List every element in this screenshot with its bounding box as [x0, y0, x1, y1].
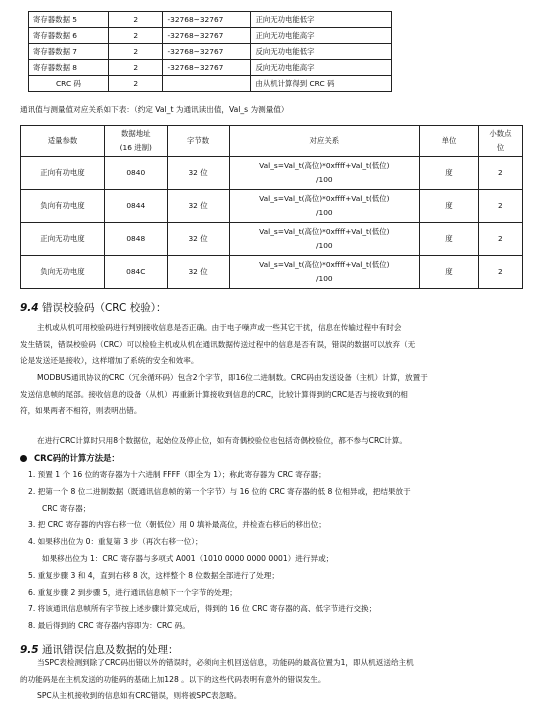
paragraph-line: 发送信息帧的尾部。接收信息的设备（从机）再重新计算接收到信息的CRC，比较计算得到的CRC是否与接收到的相 [20, 389, 408, 399]
step-item: 1. 预置 1 个 16 位的寄存器为十六进制 FFFF（即全为 1）；称此寄存器为 CRC 寄存器； [28, 470, 326, 479]
energy-row [21, 223, 523, 256]
crc-intro-paragraph [20, 320, 526, 370]
address-cell: 0844 [104, 190, 167, 223]
register-cell: 2 [108, 76, 163, 92]
step-item: 2. 把第一个 8 位二进制数据（既通讯信息帧的第一个字节）与 16 位的 CRC 寄存器的低 8 位相异或，把结果放于 [28, 486, 411, 496]
header-relation: 对应关系 [229, 126, 420, 157]
crc-bits-paragraph [20, 433, 526, 450]
param-cell: 正向有功电度 [21, 157, 105, 190]
crc-method-label: CRC码的计算方法是： [34, 453, 120, 463]
relation-cell [229, 190, 420, 223]
register-cell: 寄存器数据 8 [29, 60, 109, 76]
register-cell: -32768~32767 [163, 44, 251, 60]
table-caption: 通讯值与测量值对应关系如下表：（约定 Val_t 为通讯读出值，Val_s 为测量值） [20, 105, 289, 114]
bytes-cell: 32 位 [167, 190, 229, 223]
register-cell: 反向无功电能高字 [251, 60, 392, 76]
crc-modbus-paragraph [20, 370, 526, 420]
relation-cell [229, 223, 420, 256]
header-unit: 单位 [420, 126, 479, 157]
register-cell: 正向无功电能高字 [251, 28, 392, 44]
section-9-5-title: 通讯错误信息及数据的处理： [41, 644, 179, 656]
relation-divisor: /100 [316, 274, 333, 283]
register-cell: 2 [108, 60, 163, 76]
relation-formula: Val_s=Val_t(高位)*0xffff+Val_t(低位) [259, 161, 390, 170]
param-cell: 负向无功电度 [21, 256, 105, 289]
register-cell: -32768~32767 [163, 28, 251, 44]
paragraph-line: 论是发送还是接收），这样增加了系统的安全和效率。 [20, 356, 199, 366]
unit-cell: 度 [420, 223, 479, 256]
param-cell: 正向无功电度 [21, 223, 105, 256]
decimal-cell: 2 [478, 157, 522, 190]
unit-cell: 度 [420, 256, 479, 289]
register-cell: 寄存器数据 6 [29, 28, 109, 44]
step-item: 6. 重复步骤 2 到步骤 5，进行通讯信息帧下一个字节的处理； [28, 587, 237, 597]
energy-row [21, 190, 523, 223]
relation-divisor: /100 [316, 175, 333, 184]
unit-cell: 度 [420, 157, 479, 190]
step-item: 5. 重复步骤 3 和 4，直到右移 8 次，这样整个 8 位数据全部进行了处理； [28, 570, 279, 580]
crc-steps-list [28, 467, 528, 635]
energy-row [21, 157, 523, 190]
header-address [104, 126, 167, 157]
header-decimal [478, 126, 522, 157]
register-cell: 寄存器数据 5 [29, 12, 109, 28]
paragraph-line: 当SPC表检测到除了CRC码出错以外的错误时，必须向主机回送信息，功能码的最高位置为1，即从机返送给主机 [37, 658, 414, 667]
paragraph-line: MODBUS通讯协议的CRC（冗余循环码）包含2个字节，即16位二进制数。CRC码由发送设备（主机）计算，放置于 [37, 373, 428, 382]
relation-formula: Val_s=Val_t(高位)*0xffff+Val_t(低位) [259, 227, 390, 236]
register-row [29, 44, 392, 60]
step-item: CRC 寄存器； [42, 503, 91, 513]
decimal-cell: 2 [478, 223, 522, 256]
section-9-5-number: 9.5 [20, 644, 39, 656]
relation-divisor: /100 [316, 208, 333, 217]
step-item: 7. 将该通讯信息帧所有字节按上述步骤计算完成后，得到的 16 位 CRC 寄存器的高、低字节进行交换； [28, 604, 377, 614]
bytes-cell: 32 位 [167, 256, 229, 289]
register-row [29, 12, 392, 28]
decimal-cell: 2 [478, 190, 522, 223]
register-cell: 反向无功电能低字 [251, 44, 392, 60]
energy-table-header [21, 126, 523, 157]
register-row [29, 76, 392, 92]
energy-row [21, 256, 523, 289]
register-table [28, 11, 392, 92]
address-cell: 0848 [104, 223, 167, 256]
paragraph-line: 发生错误，错误校验码（CRC）可以检验主机或从机在通讯数据传送过程中的信息是否有误，错误的数据可以放弃（无 [20, 339, 416, 349]
bullet-dot-icon [20, 455, 27, 462]
relation-divisor: /100 [316, 241, 333, 250]
register-row [29, 28, 392, 44]
register-cell: 正向无功电能低字 [251, 12, 392, 28]
section-9-4-number: 9.4 [20, 302, 39, 314]
paragraph-line: 在进行CRC计算时只用8个数据位，起始位及停止位，如有奇偶校验位也包括奇偶校验位，都不参与CRC计算。 [37, 436, 407, 445]
section-9-4-title: 错误校验码（CRC 校验）： [41, 302, 167, 314]
register-cell: CRC 码 [29, 76, 109, 92]
register-cell: 寄存器数据 7 [29, 44, 109, 60]
register-cell: -32768~32767 [163, 60, 251, 76]
header-address-line1: 数据地址 [120, 129, 151, 138]
section-9-4-heading [20, 300, 166, 315]
relation-formula: Val_s=Val_t(高位)*0xffff+Val_t(低位) [259, 194, 390, 203]
bytes-cell: 32 位 [167, 223, 229, 256]
step-item: 8. 最后得到的 CRC 寄存器内容即为：CRC 码。 [28, 621, 190, 631]
register-cell: 2 [108, 12, 163, 28]
relation-formula: Val_s=Val_t(高位)*0xffff+Val_t(低位) [259, 260, 390, 269]
param-cell: 负向有功电度 [21, 190, 105, 223]
step-item: 如果移出位为 1：CRC 寄存器与多项式 A001（1010 0000 0000 0001）进行异或； [42, 553, 334, 563]
register-cell: 2 [108, 44, 163, 60]
address-cell: 0840 [104, 157, 167, 190]
relation-cell [229, 256, 420, 289]
register-cell: 2 [108, 28, 163, 44]
bytes-cell: 32 位 [167, 157, 229, 190]
header-decimal-line2: 位 [496, 143, 505, 152]
register-cell: 由从机计算得到 CRC 码 [251, 76, 392, 92]
header-address-line2: (16 进制) [119, 143, 152, 152]
paragraph-line: 符，如果两者不相符，则表明出错。 [20, 406, 142, 416]
step-item: 3. 把 CRC 寄存器的内容右移一位（朝低位）用 0 填补最高位，并检查右移后的移出位； [28, 520, 326, 530]
register-cell: -32768~32767 [163, 12, 251, 28]
energy-table [20, 125, 523, 289]
unit-cell: 度 [420, 190, 479, 223]
address-cell: 084C [104, 256, 167, 289]
paragraph-line: 的功能码是在主机发送的功能码的基础上加128 。以下的这些代码表明有意外的错误发生。 [20, 674, 326, 684]
relation-cell [229, 157, 420, 190]
header-bytes: 字节数 [167, 126, 229, 157]
paragraph-line: SPC从主机接收到的信息如有CRC错误，则将被SPC表忽略。 [37, 691, 242, 701]
register-row [29, 60, 392, 76]
register-cell [163, 76, 251, 92]
decimal-cell: 2 [478, 256, 522, 289]
paragraph-line: 主机或从机可用校验码进行判别接收信息是否正确。由于电子噪声或一些其它干扰，信息在传输过程中有时会 [37, 323, 402, 332]
header-decimal-line1: 小数点 [489, 129, 512, 138]
error-handling-paragraph [20, 655, 526, 705]
header-param: 适量参数 [21, 126, 105, 157]
crc-method-title [20, 452, 120, 464]
step-item: 4. 如果移出位为 0：重复第 3 步（再次右移一位）； [28, 537, 203, 547]
